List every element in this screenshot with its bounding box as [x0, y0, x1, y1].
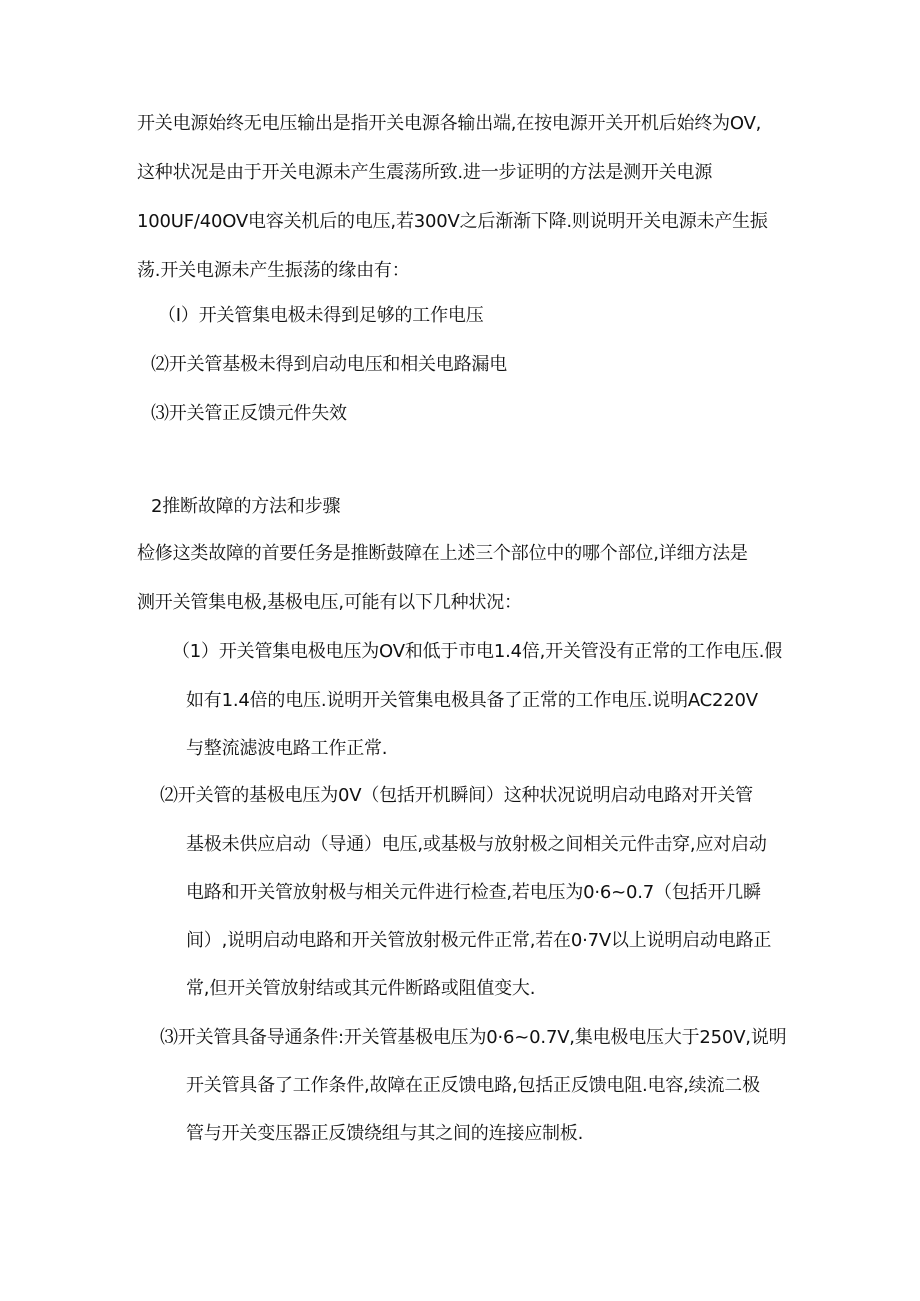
- case2-line-2: 基极未供应启动（导通）电压,或基极与放射极之间相关元件击穿,应对启动: [186, 834, 767, 855]
- section-title: 2推断故障的方法和步骤: [151, 496, 341, 517]
- section-intro-line-1: 检修这类故障的首要任务是推断鼓障在上述三个部位中的哪个部位,详细方法是: [137, 543, 748, 564]
- case3-line-3: 管与开关变压器正反馈绕组与其之间的连接应制板.: [186, 1123, 584, 1144]
- case2-line-4: 间）,说明启动电路和开关管放射极元件正常,若在0·7V以上说明启动电路正: [186, 930, 772, 951]
- intro-line-1: 开关电源始终无电压输出是指开关电源各输出端,在按电源开关开机后始终为OV,: [137, 113, 762, 134]
- case1-line-1: （1）开关管集电极电压为OV和低于市电1.4倍,开关管没有正常的工作电压.假: [172, 641, 783, 662]
- case2-line-3: 电路和开关管放射极与相关元件进行检查,若电压为0·6~0.7（包括开几瞬: [186, 882, 761, 903]
- intro-line-4: 荡.开关电源未产生振荡的缘由有：: [137, 260, 410, 281]
- case1-line-3: 与整流滤波电路工作正常.: [186, 738, 388, 759]
- case1-line-2: 如有1.4倍的电压.说明开关管集电极具备了正常的工作电压.说明AC220V: [186, 690, 758, 711]
- case3-line-1: ⑶开关管具备导通条件:开关管基极电压为0·6~0.7V,集电极电压大于250V,说明: [160, 1027, 787, 1048]
- case2-line-1: ⑵开关管的基极电压为0V（包括开机瞬间）这种状况说明启动电路对开关管: [160, 785, 753, 806]
- case3-line-2: 开关管具备了工作条件,故障在正反馈电路,包括正反馈电阻.电容,续流二极: [186, 1075, 760, 1096]
- intro-line-3: 100UF/40OV电容关机后的电压,若300V之后渐渐下降.则说明开关电源未产生振: [137, 211, 768, 232]
- cause-item-1: （I）开关管集电极未得到足够的工作电压: [158, 305, 484, 326]
- section-intro-line-2: 测开关管集电极,基极电压,可能有以下几种状况：: [137, 592, 522, 613]
- case2-line-5: 常,但开关管放射结或其元件断路或阻值变大.: [186, 978, 536, 999]
- intro-line-2: 这种状况是由于开关电源未产生震荡所致.进一步证明的方法是测开关电源: [137, 162, 713, 183]
- cause-item-3: ⑶开关管正反馈元件失效: [151, 403, 347, 424]
- cause-item-2: ⑵开关管基极未得到启动电压和相关电路漏电: [151, 354, 507, 375]
